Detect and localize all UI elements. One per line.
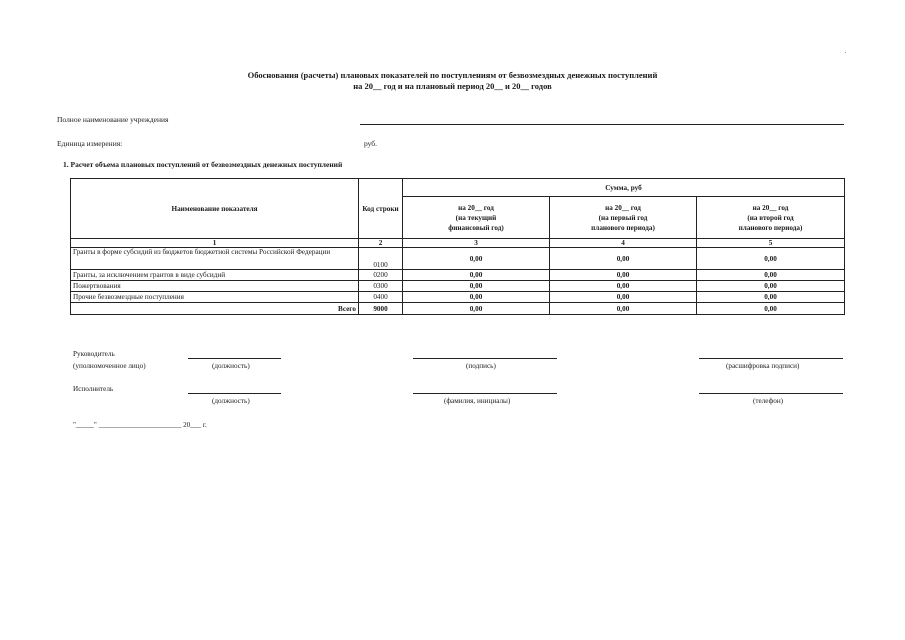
header-sum: Сумма, руб [403,179,845,197]
institution-field-line[interactable] [360,124,844,125]
head-position-line[interactable] [188,358,281,359]
total-row: Всего 9000 0,00 0,00 0,00 [71,303,845,315]
executor-phone-caption: (телефон) [753,397,784,405]
column-number-row: 1 2 3 4 5 [71,239,845,248]
header-code: Код строки [359,179,403,239]
table-row: Гранты, за исключением грантов в виде субсидий 0200 0,00 0,00 0,00 [71,270,845,281]
scan-speck [845,52,846,53]
header-year2: на 20__ год (на первый год планового периода) [550,197,697,239]
table-row: Прочие безвозмездные поступления 0400 0,00 0,00 0,00 [71,292,845,303]
page-title-line2: на 20__ год и на плановый период 20__ и 20__ годов [353,81,552,91]
table-row: Пожертвования 0300 0,00 0,00 0,00 [71,281,845,292]
header-year3: на 20__ год (на второй год планового периода) [697,197,845,239]
executor-label: Исполнитель [73,385,114,393]
executor-fio-caption: (фамилия, инициалы) [444,397,511,405]
date-line[interactable]: "_____" _______________________ 20___ г. [73,421,207,429]
receipts-table [70,178,845,315]
head-sublabel: (уполномоченное лицо) [73,362,146,370]
executor-position-line[interactable] [188,393,281,394]
table-row: Гранты в форме субсидий из бюджетов бюджетной системы Российской Федерации 0100 0,00 0,00 0,00 [71,248,845,270]
header-year1: на 20__ год (на текущий финансовый год) [403,197,550,239]
executor-fio-line[interactable] [413,393,557,394]
section-1-title: 1. Расчет объема плановых поступлений от безвозмездных денежных поступлений [63,160,343,169]
head-signature-caption: (подпись) [466,362,496,370]
institution-label: Полное наименование учреждения [57,115,169,124]
head-decoding-caption: (расшифровка подписи) [726,362,800,370]
executor-position-caption: (должность) [212,397,250,405]
head-decoding-line[interactable] [699,358,843,359]
header-name: Наименование показателя [71,179,359,239]
executor-phone-line[interactable] [699,393,843,394]
head-label: Руководитель [73,350,115,358]
unit-label: Единица измерения: [57,139,123,148]
head-position-caption: (должность) [212,362,250,370]
head-signature-line[interactable] [413,358,557,359]
unit-value: руб. [364,139,377,148]
page-title-line1: Обоснования (расчеты) плановых показателей по поступлениям от безвозмездных денежных поступлений [247,70,658,80]
